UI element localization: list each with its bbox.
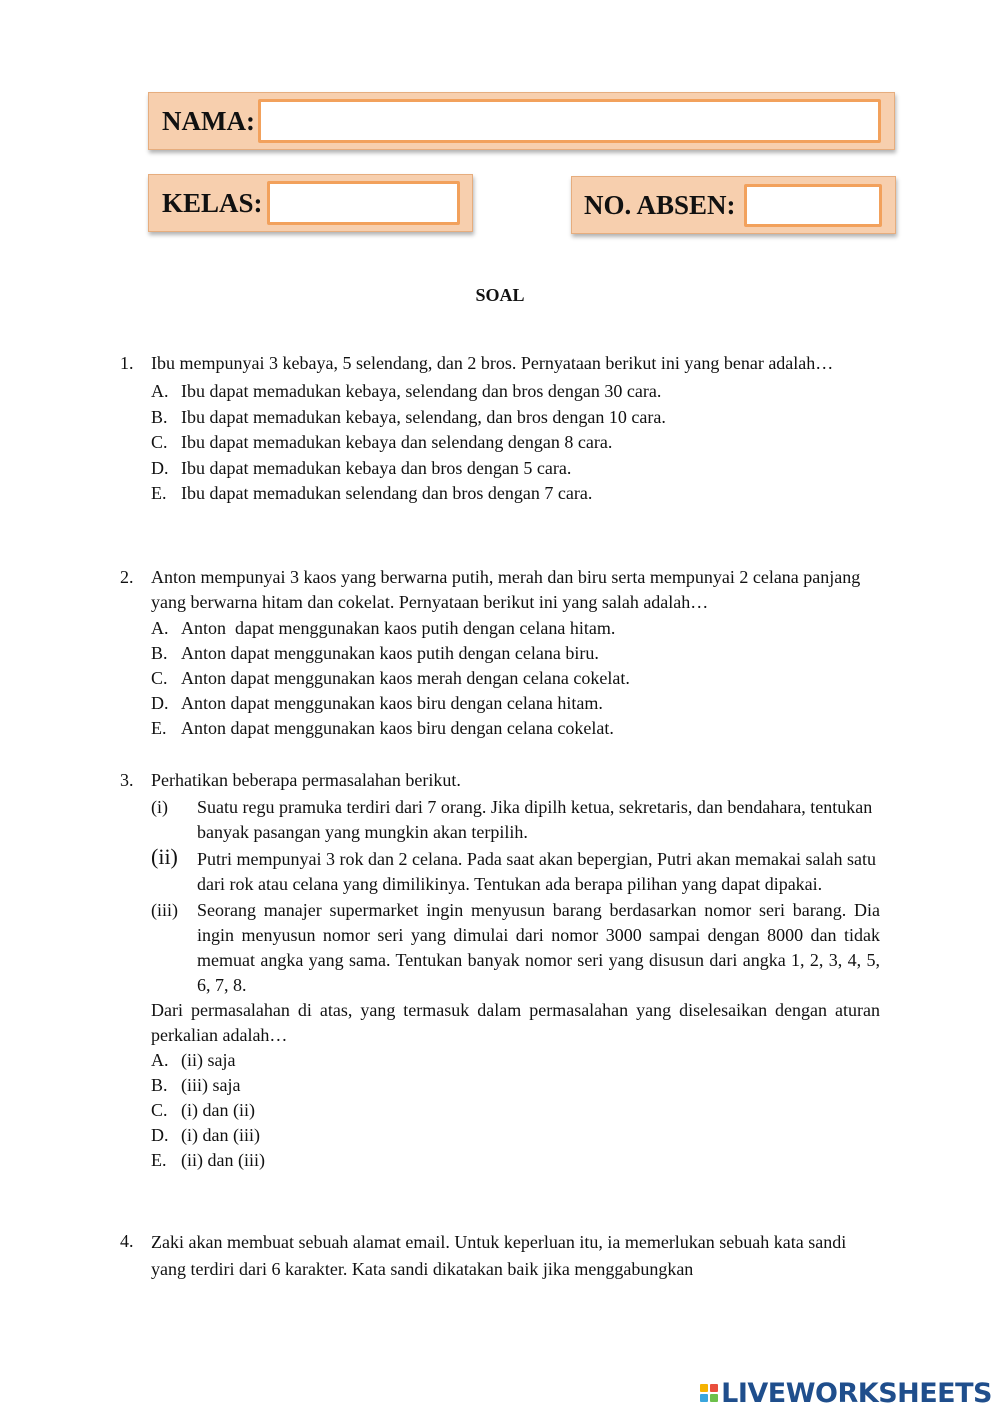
option-a[interactable]	[151, 379, 880, 405]
kelas-input[interactable]	[267, 181, 460, 225]
question-1	[120, 351, 880, 507]
option-letter: E.	[151, 483, 167, 503]
nama-field-box	[148, 92, 895, 150]
option-c[interactable]	[151, 1098, 880, 1123]
option-letter: A.	[151, 618, 169, 638]
option-d[interactable]	[151, 691, 880, 716]
option-letter: E.	[151, 1150, 167, 1170]
sub-item-label: (i)	[151, 797, 168, 817]
kelas-label: KELAS:	[162, 188, 263, 218]
liveworksheets-logo	[700, 1377, 992, 1409]
option-letter: C.	[151, 668, 168, 688]
option-d[interactable]	[151, 456, 880, 482]
question-number: 1.	[120, 353, 134, 373]
nama-label: NAMA:	[162, 106, 255, 136]
option-text: Anton dapat menggunakan kaos biru dengan celana hitam.	[181, 693, 603, 713]
nama-input[interactable]	[258, 99, 881, 143]
question-3	[120, 768, 880, 1173]
option-a[interactable]	[151, 616, 880, 641]
option-letter: C.	[151, 1100, 168, 1120]
option-c[interactable]	[151, 666, 880, 691]
option-letter: B.	[151, 406, 168, 427]
logo-text: LIVEWORKSHEETS	[721, 1377, 992, 1409]
option-text: Ibu dapat memadukan kebaya, selendang, dan bros dengan 10 cara.	[181, 406, 666, 427]
absen-label: NO. ABSEN:	[584, 190, 736, 220]
option-text: Ibu dapat memadukan kebaya dan bros dengan 5 cara.	[181, 457, 572, 478]
option-letter: C.	[151, 432, 168, 452]
question-stem: Ibu mempunyai 3 kebaya, 5 selendang, dan 2 bros. Pernyataan berikut ini yang benar adalah…	[151, 353, 834, 373]
option-letter: B.	[151, 643, 168, 663]
option-letter: E.	[151, 718, 167, 738]
option-letter: A.	[151, 381, 169, 401]
sub-item-text: Seorang manajer supermarket ingin menyusun barang berdasarkan nomor seri barang. Dia ingin menyusun nomor seri yang dimulai dari nomor 3000 sampai dengan 8000 dan tidak memuat angka yang sama. Tentukan banyak nomor seri yang disusun dari angka 1, 2, 3, 4, 5, 6, 7, 8.	[197, 900, 880, 995]
option-text: (iii) saja	[181, 1075, 241, 1095]
question-stem: Zaki akan membuat sebuah alamat email. Untuk keperluan itu, ia memerlukan sebuah kata sandi yang terdiri dari 6 karakter. Kata sandi dikatakan baik jika menggabungkan	[151, 1232, 847, 1279]
option-b[interactable]	[151, 641, 880, 666]
question-stem: Anton mempunyai 3 kaos yang berwarna putih, merah dan biru serta mempunyai 2 celana panjang yang berwarna hitam dan cokelat. Pernyataan berikut ini yang salah adalah…	[151, 567, 861, 612]
sub-item-ii	[151, 844, 880, 897]
option-text: (ii) dan (iii)	[181, 1150, 265, 1170]
kelas-field-box	[148, 174, 473, 232]
sub-item-label: (ii)	[151, 844, 178, 869]
option-e[interactable]	[151, 481, 880, 507]
option-text: Anton dapat menggunakan kaos merah dengan celana cokelat.	[181, 668, 630, 688]
sub-item-iii	[151, 898, 880, 998]
option-text: (ii) saja	[181, 1050, 236, 1070]
sub-item-text: Putri mempunyai 3 rok dan 2 celana. Pada saat akan bepergian, Putri akan memakai salah satu dari rok atau celana yang dimilikinya. Tentukan ada berapa pilihan yang dapat dipakai.	[197, 849, 876, 894]
sub-item-label: (iii)	[151, 900, 178, 920]
question-followup: Dari permasalahan di atas, yang termasuk dalam permasalahan yang diselesaikan dengan aturan perkalian adalah…	[151, 1000, 880, 1045]
option-e[interactable]	[151, 716, 880, 741]
absen-input[interactable]	[744, 184, 882, 227]
option-d[interactable]	[151, 1123, 880, 1148]
option-text: Ibu dapat memadukan kebaya dan selendang dengan 8 cara.	[181, 432, 613, 452]
option-b[interactable]	[151, 405, 880, 431]
option-text: Anton dapat menggunakan kaos putih dengan celana hitam.	[181, 618, 616, 638]
option-text: Ibu dapat memadukan selendang dan bros dengan 7 cara.	[181, 483, 593, 503]
question-number: 4.	[120, 1231, 134, 1251]
option-c[interactable]	[151, 430, 880, 456]
question-2	[120, 565, 880, 741]
option-letter: D.	[151, 693, 169, 713]
sub-item-text: Suatu regu pramuka terdiri dari 7 orang. Jika dipilh ketua, sekretaris, dan bendahara, tentukan banyak pasangan yang mungkin akan terpilih.	[197, 797, 873, 842]
option-letter: D.	[151, 457, 169, 478]
sub-item-i	[151, 795, 880, 845]
absen-field-box	[571, 176, 896, 234]
option-b[interactable]	[151, 1073, 880, 1098]
option-a[interactable]	[151, 1048, 880, 1073]
option-letter: D.	[151, 1125, 169, 1145]
question-number: 2.	[120, 567, 134, 587]
option-letter: B.	[151, 1075, 168, 1095]
question-number: 3.	[120, 770, 134, 790]
question-4	[120, 1229, 880, 1283]
option-letter: A.	[151, 1050, 169, 1070]
option-text: Ibu dapat memadukan kebaya, selendang dan bros dengan 30 cara.	[181, 381, 662, 401]
section-title: SOAL	[475, 285, 525, 305]
option-e[interactable]	[151, 1148, 880, 1173]
option-text: Anton dapat menggunakan kaos biru dengan celana cokelat.	[181, 718, 614, 738]
liveworksheets-logo-icon	[700, 1384, 718, 1402]
option-text: (i) dan (ii)	[181, 1100, 255, 1120]
option-text: (i) dan (iii)	[181, 1125, 260, 1145]
question-stem: Perhatikan beberapa permasalahan berikut.	[151, 770, 461, 790]
option-text: Anton dapat menggunakan kaos putih dengan celana biru.	[181, 643, 599, 663]
